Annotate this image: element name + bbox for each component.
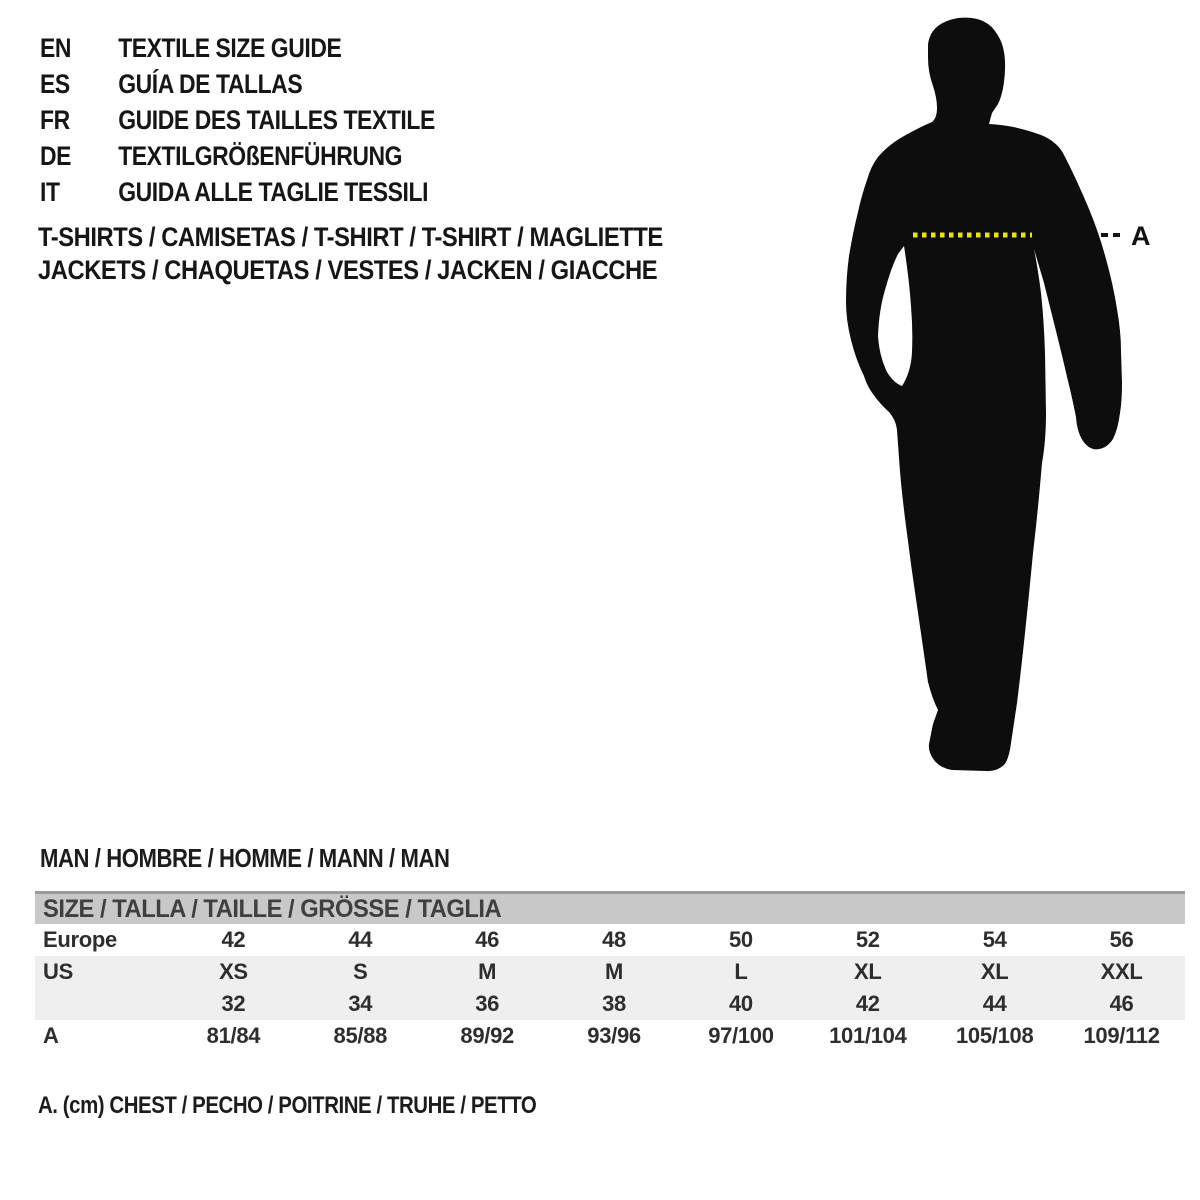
language-row-fr — [40, 102, 435, 138]
size-value: L — [734, 959, 748, 984]
garment-category-list — [38, 221, 663, 287]
size-value: 38 — [602, 991, 626, 1016]
size-value: 32 — [221, 991, 246, 1016]
table-row-europe — [35, 924, 1185, 956]
size-table-header — [35, 891, 1185, 924]
size-value: 44 — [982, 991, 1007, 1016]
size-value: 44 — [348, 927, 373, 952]
size-value: 48 — [602, 927, 626, 952]
language-title: GUIDE DES TAILLES TEXTILE — [118, 105, 435, 135]
row-label: US — [43, 959, 73, 984]
measure-label-a: A — [1131, 221, 1151, 251]
size-value: XS — [219, 959, 248, 984]
language-code: EN — [40, 33, 72, 63]
size-value: 52 — [855, 927, 880, 952]
table-row-chest — [35, 1020, 1185, 1052]
size-value: XXL — [1100, 959, 1143, 984]
size-value: 109/112 — [1083, 1023, 1160, 1048]
language-title-list — [40, 30, 435, 210]
table-row-us — [35, 956, 1185, 988]
size-value: S — [353, 959, 368, 984]
language-title: TEXTILE SIZE GUIDE — [118, 33, 342, 63]
size-value: 97/100 — [708, 1023, 774, 1048]
size-value: XL — [854, 959, 882, 984]
language-row-de — [40, 138, 435, 174]
size-value: 34 — [348, 991, 373, 1016]
size-value: 105/108 — [955, 1023, 1034, 1048]
row-label: Europe — [43, 927, 117, 952]
size-value: 56 — [1109, 927, 1134, 952]
size-value: 36 — [475, 991, 500, 1016]
size-value: 101/104 — [829, 1023, 907, 1048]
man-silhouette — [846, 18, 1122, 772]
language-code: FR — [40, 105, 70, 135]
language-code: ES — [40, 69, 70, 99]
row-label: A — [43, 1023, 59, 1048]
language-title: GUIDA ALLE TAGLIE TESSILI — [118, 177, 429, 207]
size-value: 89/92 — [460, 1023, 514, 1048]
language-row-it — [40, 174, 435, 210]
language-title: GUÍA DE TALLAS — [118, 69, 303, 99]
size-value: 40 — [729, 991, 753, 1016]
language-code: DE — [40, 141, 72, 171]
size-value: 46 — [475, 927, 500, 952]
size-value: 42 — [855, 991, 880, 1016]
size-value: 54 — [982, 927, 1007, 952]
size-value: 50 — [729, 927, 753, 952]
language-row-en — [40, 30, 435, 66]
man-figure-svg — [800, 10, 1200, 800]
measure-footnote: A. (cm) CHEST / PECHO / POITRINE / TRUHE / PETTO — [38, 1092, 537, 1119]
language-title: TEXTILGRÖßENFÜHRUNG — [118, 141, 403, 171]
size-value: 81/84 — [206, 1023, 261, 1048]
man-figure — [800, 10, 1200, 800]
language-code: IT — [40, 177, 60, 207]
size-value: M — [605, 959, 624, 984]
language-row-es — [40, 66, 435, 102]
category-tshirts: T-SHIRTS / CAMISETAS / T-SHIRT / T-SHIRT / MAGLIETTE — [38, 222, 663, 252]
size-value: 85/88 — [333, 1023, 388, 1048]
size-value: 46 — [1109, 991, 1134, 1016]
size-value: 93/96 — [587, 1023, 641, 1048]
size-value: 42 — [221, 927, 246, 952]
size-table-header-label: SIZE / TALLA / TAILLE / GRÖSSE / TAGLIA — [43, 895, 502, 923]
size-value: M — [478, 959, 497, 984]
category-jackets: JACKETS / CHAQUETAS / VESTES / JACKEN / GIACCHE — [38, 255, 658, 285]
size-table — [35, 891, 1185, 1052]
size-value: XL — [980, 959, 1009, 984]
section-title-man: MAN / HOMBRE / HOMME / MANN / MAN — [40, 843, 450, 873]
row-label — [35, 988, 170, 1020]
table-row-numeric — [35, 988, 1185, 1020]
